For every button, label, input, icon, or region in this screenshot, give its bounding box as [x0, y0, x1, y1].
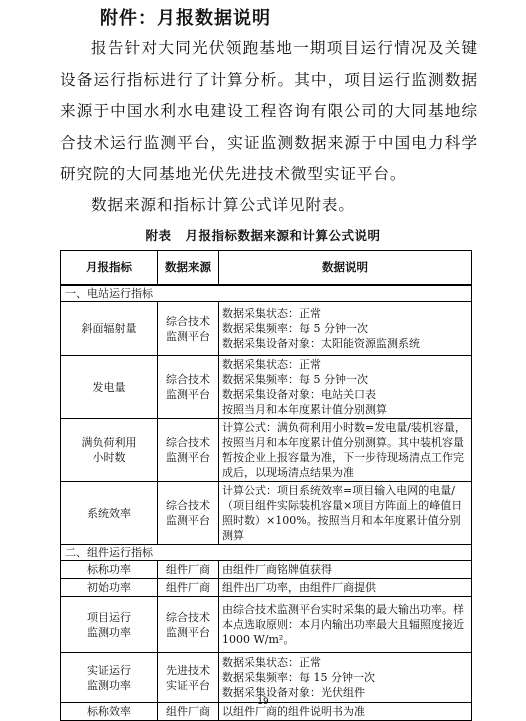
description-cell: 由组件厂商铭牌值获得 — [219, 561, 472, 579]
source-cell: 组件厂商 — [158, 561, 219, 579]
section-title-station: 一、电站运行指标 — [61, 285, 472, 302]
indicator-table — [60, 250, 472, 721]
section-title-module: 二、组件运行指标 — [61, 545, 472, 561]
table-row — [61, 302, 472, 356]
description-cell: 组件出厂功率，由组件厂商提供 — [219, 579, 472, 597]
header-indicator: 月报指标 — [61, 251, 158, 286]
indicator-cell: 初始功率 — [61, 579, 158, 597]
source-cell: 综合技术 监测平台 — [158, 597, 219, 653]
description-cell: 数据采集状态：正常 数据采集频率：每 5 分钟一次 数据采集设备对象：电站关口表 按照当月和本年度累计值分别测算 — [219, 356, 472, 419]
indicator-cell: 发电量 — [61, 356, 158, 419]
description-cell: 数据采集状态：正常 数据采集频率：每 5 分钟一次 数据采集设备对象：太阳能资源监测系统 — [219, 302, 472, 356]
table-row — [61, 597, 472, 653]
indicator-cell: 标称功率 — [61, 561, 158, 579]
table-row — [61, 561, 472, 579]
source-cell: 综合技术 监测平台 — [158, 482, 219, 545]
description-cell: 计算公式：满负荷利用小时数=发电量/装机容量，按照当月和本年度累计值分别测算。其中装机容量暂按企业上报容量为准，下一步待现场清点工作完成后，以现场清点结果为准 — [219, 419, 472, 482]
page-heading: 附件：月报数据说明 — [100, 8, 271, 29]
page-number: 19 — [257, 697, 269, 707]
indicator-cell: 斜面辐射量 — [61, 302, 158, 356]
header-source: 数据来源 — [158, 251, 219, 286]
table-row — [61, 579, 472, 597]
table-caption-label: 附表 — [145, 228, 172, 243]
indicator-cell: 项目运行 监测功率 — [61, 597, 158, 653]
table-row — [61, 482, 472, 545]
intro-paragraph: 报告针对大同光伏领跑基地一期项目运行情况及关键设备运行指标进行了计算分析。其中，项目运行监测数据来源于中国水利水电建设工程咨询有限公司的大同基地综合技术运行监测平台，实证监测数据来源于中国电力科学研究院的大同基地光伏先进技术微型实证平台。 — [60, 39, 478, 183]
table-row — [61, 356, 472, 419]
table-caption-title: 月报指标数据来源和计算公式说明 — [185, 228, 381, 243]
section-row — [61, 545, 472, 561]
table-caption — [0, 226, 526, 244]
description-cell: 以组件厂商的组件说明书为准 — [219, 703, 472, 721]
indicator-cell: 满负荷利用 小时数 — [61, 419, 158, 482]
source-cell: 综合技术 监测平台 — [158, 419, 219, 482]
indicator-cell: 实证运行 监测功率 — [61, 653, 158, 703]
section-row — [61, 285, 472, 302]
table-row — [61, 653, 472, 703]
header-description: 数据说明 — [219, 251, 472, 286]
source-cell: 组件厂商 — [158, 703, 219, 721]
reference-paragraph: 数据来源和指标计算公式详见附表。 — [91, 196, 355, 214]
source-cell: 综合技术 监测平台 — [158, 356, 219, 419]
description-cell: 计算公式：项目系统效率=项目输入电网的电量/（项目组件实际装机容量×项目方阵面上的峰值日照时数）×100%。按照当月和本年度累计值分别测算 — [219, 482, 472, 545]
table-row — [61, 419, 472, 482]
indicator-cell: 标称效率 — [61, 703, 158, 721]
source-cell: 先进技术 实证平台 — [158, 653, 219, 703]
source-cell: 组件厂商 — [158, 579, 219, 597]
table-header-row — [61, 251, 472, 286]
indicator-cell: 系统效率 — [61, 482, 158, 545]
source-cell: 综合技术 监测平台 — [158, 302, 219, 356]
description-cell: 数据采集状态：正常 数据采集频率：每 15 分钟一次 数据采集设备对象：光伏组件 — [219, 653, 472, 703]
description-cell: 由综合技术监测平台实时采集的最大输出功率。样本点选取原则：本月内输出功率最大且辐照度接近 1000 W/m²。 — [219, 597, 472, 653]
